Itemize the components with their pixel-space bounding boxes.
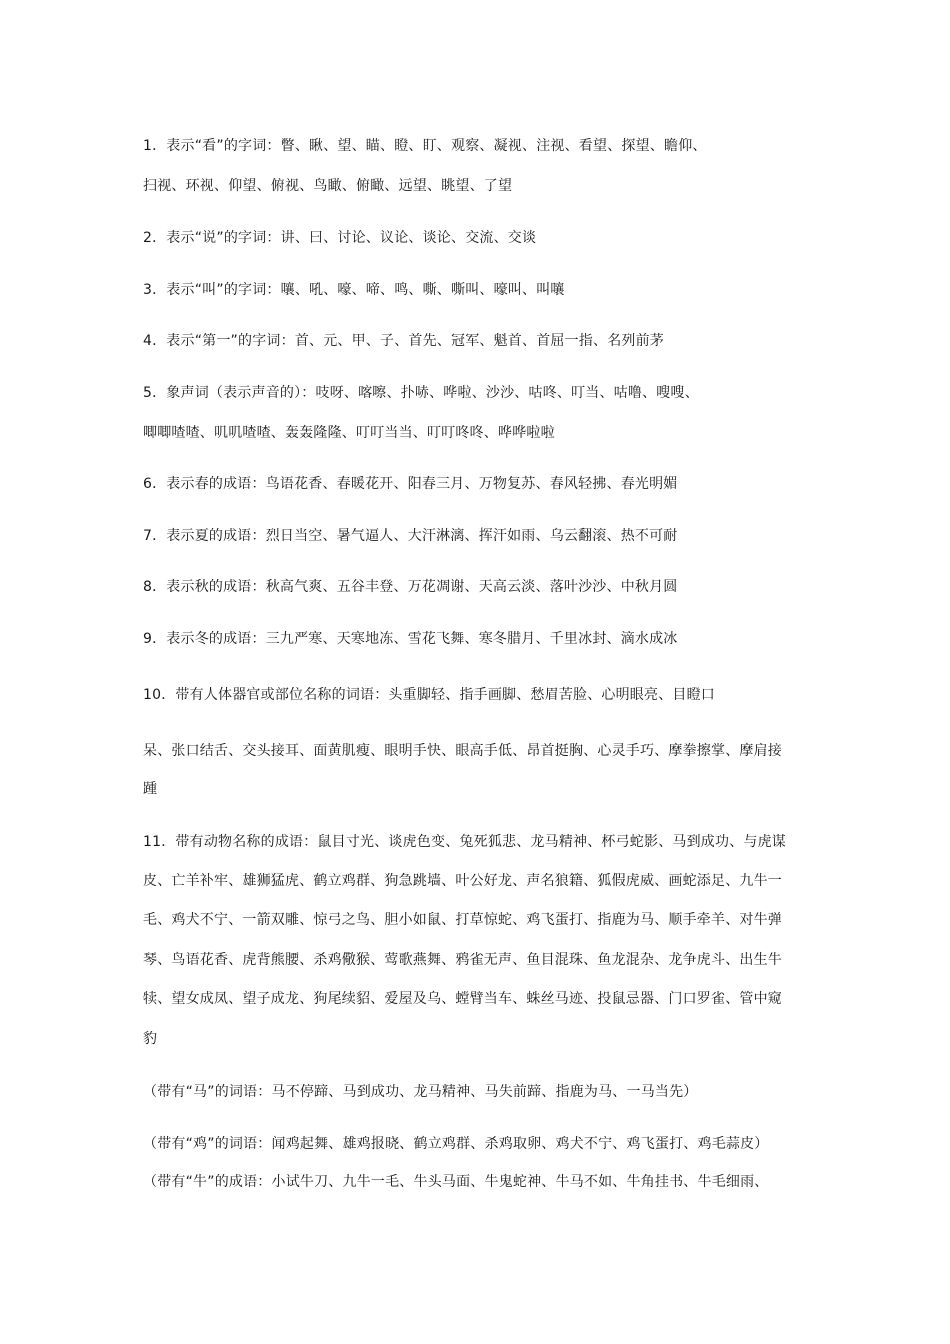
text-line: 11．带有动物名称的成语：鼠目寸光、谈虎色变、兔死狐悲、龙马精神、杯弓蛇影、马到成功、与虎谋	[143, 834, 787, 850]
text-line: 皮、亡羊补牢、雄狮猛虎、鹤立鸡群、狗急跳墙、叶公好龙、声名狼籍、狐假虎威、画蛇添足、九牛一	[143, 873, 782, 889]
text-line: 9．表示冬的成语：三九严寒、天寒地冻、雪花飞舞、寒冬腊月、千里冰封、滴水成冰	[143, 631, 678, 647]
text-line: 呆、张口结舌、交头接耳、面黄肌瘦、眼明手快、眼高手低、昂首挺胸、心灵手巧、摩拳擦掌、摩肩接	[143, 743, 782, 759]
text-line: 踵	[143, 781, 158, 797]
text-line: 1．表示“看”的字词：瞥、瞅、望、瞄、瞪、盯、观察、凝视、注视、看望、探望、瞻仰、	[143, 138, 707, 154]
text-line: 3．表示“叫”的字词：嚷、吼、嚎、啼、鸣、嘶、嘶叫、嚎叫、叫嚷	[143, 282, 565, 298]
text-line: 10．带有人体器官或部位名称的词语：头重脚轻、指手画脚、愁眉苦脸、心明眼亮、目瞪口	[143, 687, 716, 703]
text-line: 琴、鸟语花香、虎背熊腰、杀鸡儆猴、莺歌燕舞、鸦雀无声、鱼目混珠、鱼龙混杂、龙争虎斗、出生牛	[143, 952, 782, 968]
text-line: 豹	[143, 1031, 158, 1047]
text-line: 8．表示秋的成语：秋高气爽、五谷丰登、万花凋谢、天高云淡、落叶沙沙、中秋月圆	[143, 579, 678, 595]
text-line: 7．表示夏的成语：烈日当空、暑气逼人、大汗淋漓、挥汗如雨、乌云翻滚、热不可耐	[143, 528, 678, 544]
text-line: 2．表示“说”的字词：讲、曰、讨论、议论、谈论、交流、交谈	[143, 230, 537, 246]
text-line: （带有“牛”的成语：小试牛刀、九牛一毛、牛头马面、牛鬼蛇神、牛马不如、牛角挂书、牛毛细雨、	[143, 1174, 769, 1190]
text-line: 唧唧喳喳、叽叽喳喳、轰轰隆隆、叮叮当当、叮叮咚咚、哗哗啦啦	[143, 425, 555, 441]
text-line: （带有“鸡”的词语：闻鸡起舞、雄鸡报晓、鹤立鸡群、杀鸡取卵、鸡犬不宁、鸡飞蛋打、鸡毛蒜皮）	[143, 1136, 769, 1152]
text-line: 扫视、环视、仰望、俯视、鸟瞰、俯瞰、远望、眺望、了望	[143, 178, 513, 194]
text-line: 4．表示“第一”的字词：首、元、甲、子、首先、冠军、魁首、首屈一指、名列前茅	[143, 333, 665, 349]
text-line: 毛、鸡犬不宁、一箭双雕、惊弓之鸟、胆小如鼠、打草惊蛇、鸡飞蛋打、指鹿为马、顺手牵羊、对牛弹	[143, 912, 782, 928]
text-line: 5．象声词（表示声音的）：吱呀、喀嚓、扑哧、哗啦、沙沙、咕咚、叮当、咕噜、嗖嗖、	[143, 385, 699, 401]
text-line: （带有“马”的词语：马不停蹄、马到成功、龙马精神、马失前蹄、指鹿为马、一马当先）	[143, 1084, 698, 1100]
text-line: 6．表示春的成语：鸟语花香、春暖花开、阳春三月、万物复苏、春风轻拂、春光明媚	[143, 476, 678, 492]
text-line: 犊、望女成凤、望子成龙、狗尾续貂、爱屋及乌、螳臂当车、蛛丝马迹、投鼠忌器、门口罗雀、管中窥	[143, 991, 782, 1007]
